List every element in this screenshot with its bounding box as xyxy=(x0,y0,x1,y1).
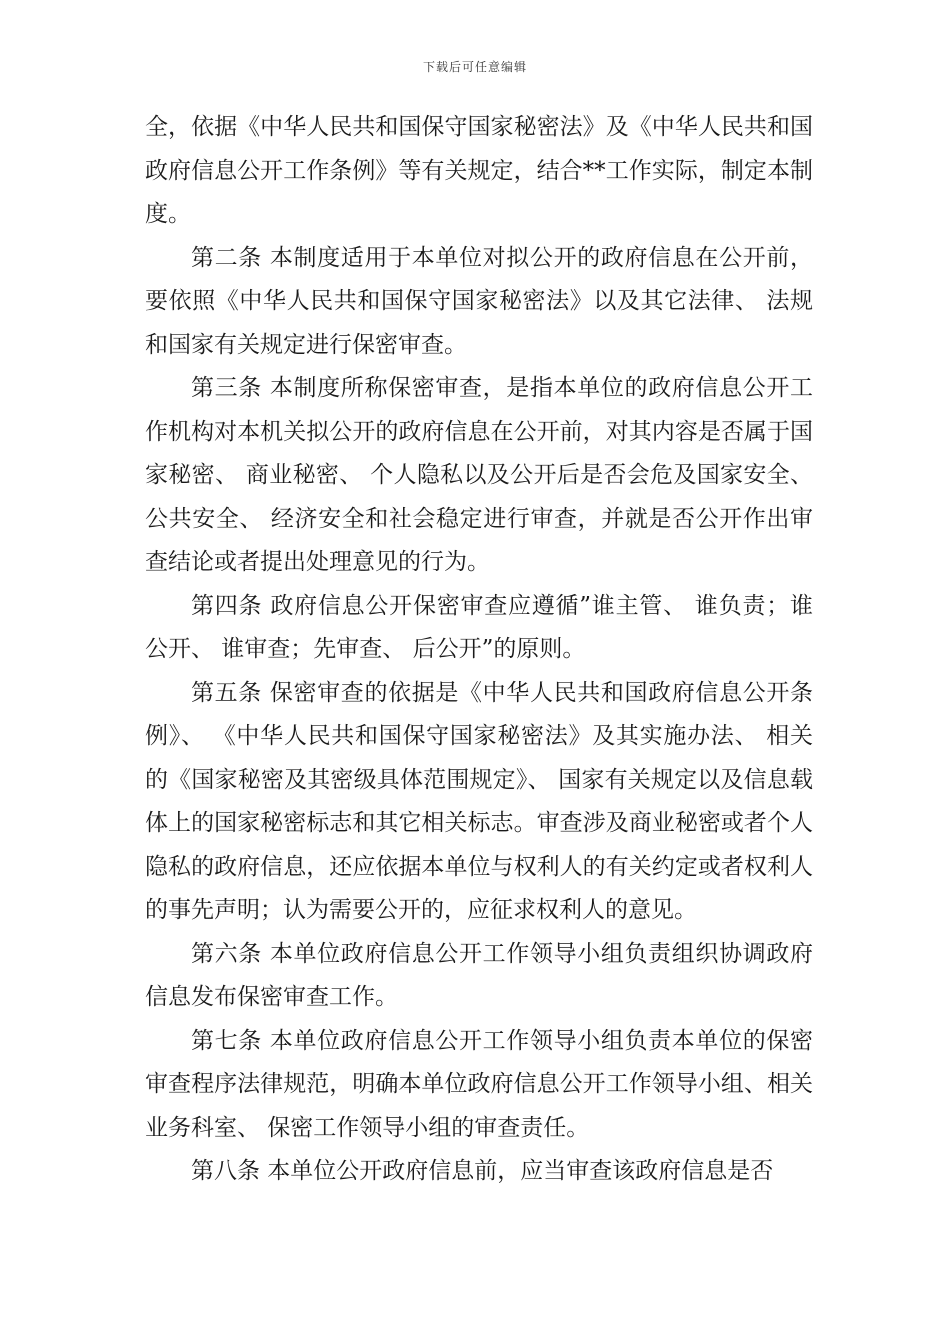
paragraph-intro: 全，依据《中华人民共和国保守国家秘密法》及《中华人民共和国政府信息公开工作条例》等有关规定，结合**工作实际，制定本制度。 xyxy=(145,114,813,227)
document-body xyxy=(145,106,813,1194)
paragraph-article-5: 第五条 保密审查的依据是《中华人民共和国政府信息公开条例》、 《中华人民共和国保守国家秘密法》及其实施办法、 相关的《国家秘密及其密级具体范围规定》、 国家有关规定以及信息载体上的国家秘密标志和其它相关标志。审查涉及商业秘密或者个人隐私的政府信息，还应依据本单位与权利人的有关约定或者权利人的事先声明；认为需要公开的，应征求权利人的意见。 xyxy=(145,679,813,923)
page-header-note: 下载后可任意编辑 xyxy=(422,60,527,74)
paragraph-article-4: 第四条 政府信息公开保密审查应遵循”谁主管、 谁负责；谁公开、 谁审查；先审查、 后公开”的原则。 xyxy=(145,592,813,662)
paragraph-article-7: 第七条 本单位政府信息公开工作领导小组负责本单位的保密审查程序法律规范，明确本单位政府信息公开工作领导小组、相关业务科室、 保密工作领导小组的审查责任。 xyxy=(145,1027,813,1141)
paragraph-article-3: 第三条 本制度所称保密审查，是指本单位的政府信息公开工作机构对本机关拟公开的政府信息在公开前，对其内容是否属于国家秘密、 商业秘密、 个人隐私以及公开后是否会危及国家安全、 公共安全、 经济安全和社会稳定进行审查，并就是否公开作出审查结论或者提出处理意见的行为。 xyxy=(145,375,813,575)
paragraph-article-8: 第八条 本单位公开政府信息前，应当审查该政府信息是否 xyxy=(191,1158,774,1184)
paragraph-article-6: 第六条 本单位政府信息公开工作领导小组负责组织协调政府信息发布保密审查工作。 xyxy=(145,940,813,1010)
paragraph-article-2: 第二条 本制度适用于本单位对拟公开的政府信息在公开前，要依照《中华人民共和国保守国家秘密法》以及其它法律、 法规和国家有关规定进行保密审查。 xyxy=(145,244,813,358)
